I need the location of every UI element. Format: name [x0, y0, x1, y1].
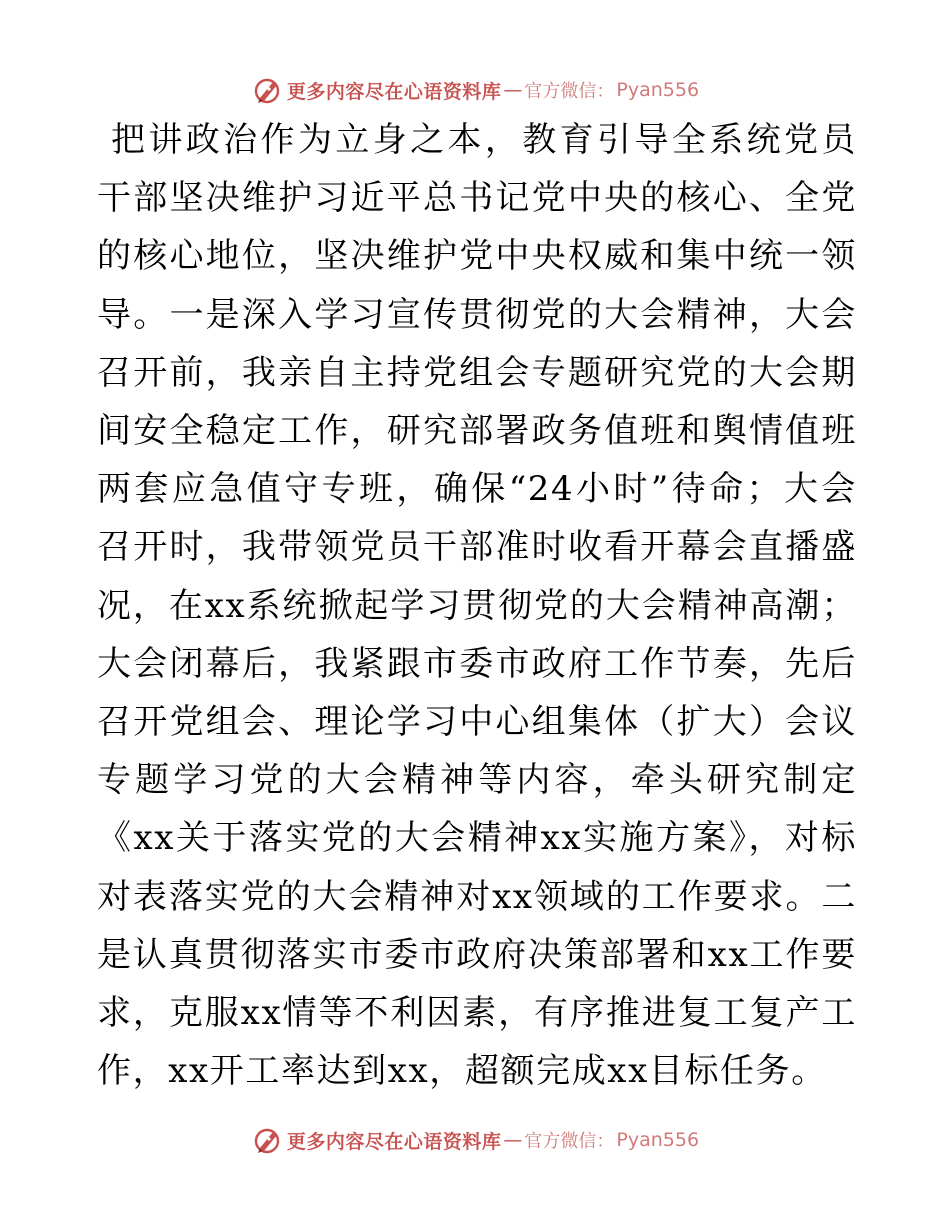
body-paragraph: 把讲政治作为立身之本，教育引导全系统党员干部坚决维护习近平总书记党中央的核心、全党的核心地位，坚决维护党中央权威和集中统一领导。一是深入学习宣传贯彻党的大会精神，大会召开前，我亲自主持党组会专题研究党的大会期间安全稳定工作，研究部署政务值班和舆情值班两套应急值守专班，确保“24小时”待命；大会召开时，我带领党员干部准时收看开幕会直播盛况，在xx系统掀起学习贯彻党的大会精神高潮；大会闭幕后，我紧跟市委市政府工作节奏，先后召开党组会、理论学习中心组集体（扩大）会议专题学习党的大会精神等内容，牵头研究制定《xx关于落实党的大会精神xx实施方案》，对标对表落实党的大会精神对xx领域的工作要求。二是认真贯彻落实市委市政府决策部署和xx工作要求，克服xx情等不利因素，有序推进复工复产工作，xx开工率达到xx，超额完成xx目标任务。	[97, 120, 857, 1092]
banner-wechat-id: Pyan556	[616, 79, 700, 101]
pen-logo-icon	[251, 1124, 283, 1156]
pen-logo-icon	[251, 74, 283, 106]
footer-banner	[0, 1120, 950, 1160]
banner-wechat-label: 官方微信：	[524, 1131, 615, 1152]
banner-main-text: 更多内容尽在心语资料库	[286, 80, 502, 103]
banner-wechat-id: Pyan556	[616, 1129, 700, 1151]
banner-separator: —	[503, 79, 523, 101]
banner-main-text: 更多内容尽在心语资料库	[286, 1130, 502, 1153]
header-banner	[0, 70, 950, 110]
banner-separator: —	[503, 1129, 523, 1151]
banner-wechat-label: 官方微信：	[524, 81, 615, 102]
